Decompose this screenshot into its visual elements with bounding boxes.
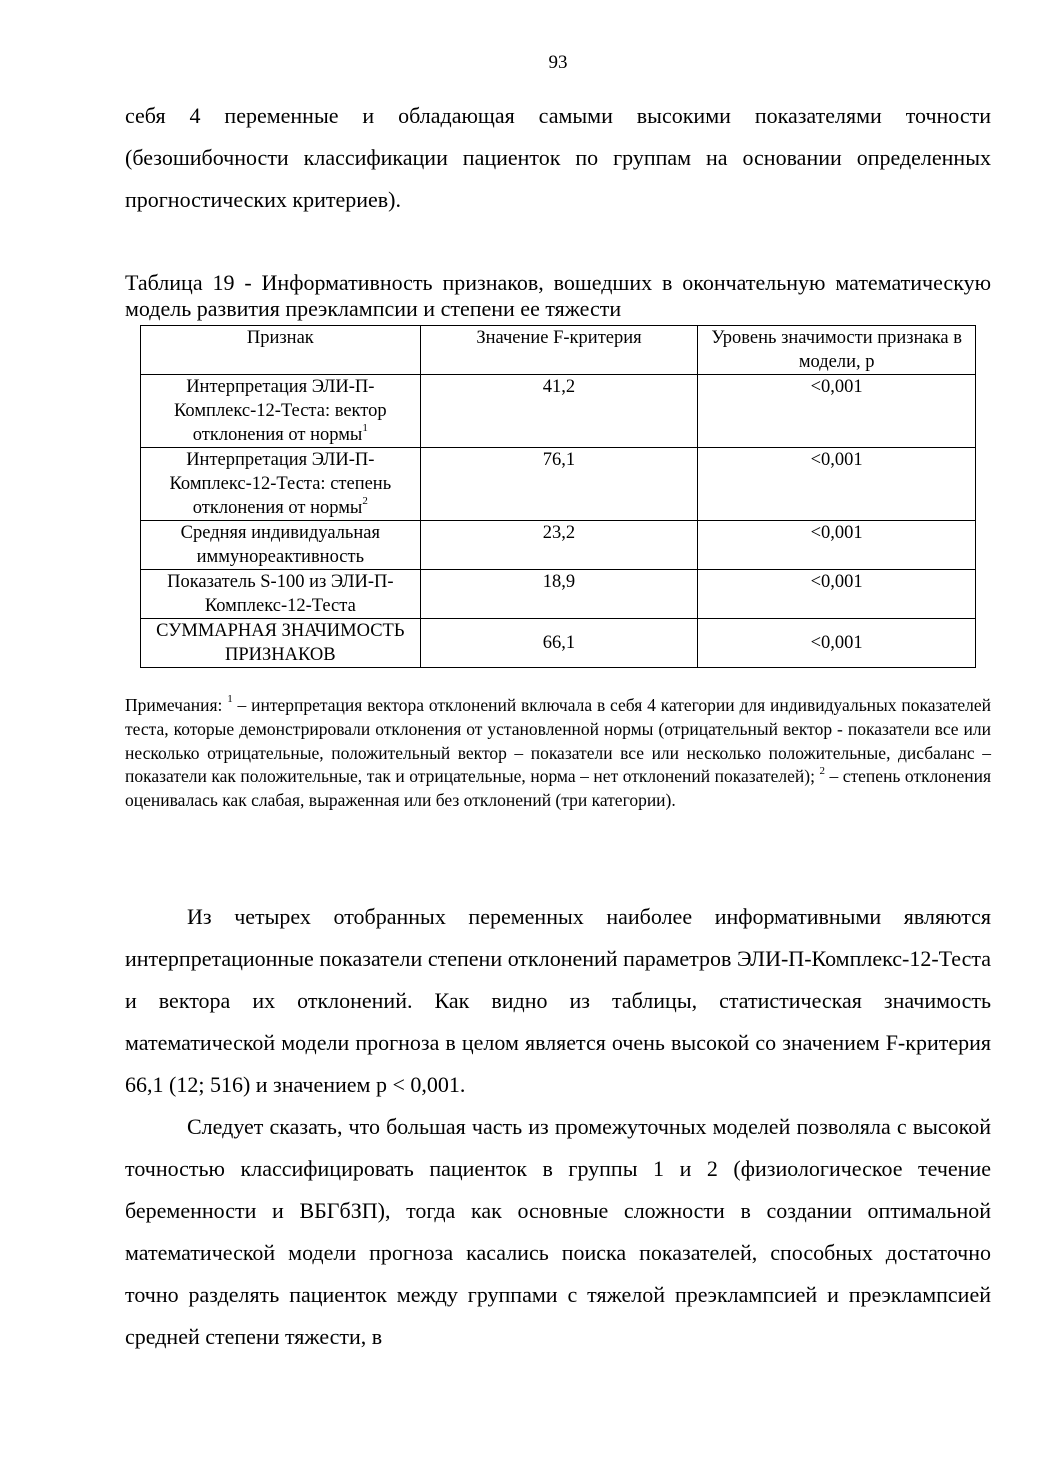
note-text-1: – интерпретация вектора отклонений включала в себя 4 категории для индивидуальных показателей теста, которые демонстрировали отклонения от установленной нормы (отрицательный вектор - показатели все или несколько отрицательные, положительный вектор – показатели все или несколько положительные, дисбаланс – показатели как положительные, так и отрицательные, норма – нет отклонений показателей); [125,695,992,787]
notes-label: Примечания: [125,695,223,715]
feature-text: Интерпретация ЭЛИ-П-Комплекс-12-Теста: вектор отклонения от нормы [174,377,387,445]
footnote-marker: 2 [362,494,368,507]
table-row [141,448,976,521]
feature-cell [141,448,421,521]
body-paragraph-2: Следует сказать, что большая часть из промежуточных моделей позволяла с высокой точностью классифицировать пациенток в группы 1 и 2 (физиологическое течение беременности и ВБГбЗП), тогда как основные сложности в создании оптимальной математической модели прогноза касались поиска показателей, способных достаточно точно разделять пациенток между группами с тяжелой преэклампсией и преэклампсией средней степени тяжести, в [125,1114,991,1349]
f-value-cell: 66,1 [420,619,698,668]
feature-cell [141,521,421,570]
p-value-cell: <0,001 [698,375,976,448]
f-value-cell: 18,9 [420,570,698,619]
header-f-value: Значение F-критерия [420,326,698,375]
f-value-cell: 41,2 [420,375,698,448]
table-header-row [141,326,976,375]
footnote-marker: 2 [819,764,825,777]
table-summary-row [141,619,976,668]
p-value-cell: <0,001 [698,448,976,521]
table-row [141,375,976,448]
feature-text: Средняя индивидуальная иммунореактивность [180,523,380,567]
feature-cell [141,619,421,668]
page-number: 93 [548,52,568,73]
header-feature: Признак [141,326,421,375]
table-caption: Таблица 19 - Информативность признаков, вошедших в окончательную математическую модель развития преэклампсии и степени ее тяжести [125,270,991,321]
footnote-marker: 1 [227,693,233,706]
feature-text: Интерпретация ЭЛИ-П-Комплекс-12-Теста: степень отклонения от нормы [169,450,392,518]
table-row [141,570,976,619]
table-notes [125,694,991,813]
f-value-cell: 23,2 [420,521,698,570]
footnote-marker: 1 [362,421,368,434]
f-value-cell: 76,1 [420,448,698,521]
p-value-cell: <0,001 [698,570,976,619]
intro-paragraph: себя 4 переменные и обладающая самыми высокими показателями точности (безошибочности классификации пациенток по группам на основании определенных прогностических критериев). [125,103,991,212]
feature-cell [141,570,421,619]
table-row [141,521,976,570]
feature-cell [141,375,421,448]
feature-text: Показатель S-100 из ЭЛИ-П-Комплекс-12-Теста [167,572,394,616]
body-paragraph-1: Из четырех отобранных переменных наиболее информативными являются интерпретационные показатели степени отклонений параметров ЭЛИ-П-Комплекс-12-Теста и вектора их отклонений. Как видно из таблицы, статистическая значимость математической модели прогноза в целом является очень высокой со значением F-критерия 66,1 (12; 516) и значением р < 0,001. [125,904,991,1097]
note-text-2: – степень отклонения оценивалась как слабая, выраженная или без отклонений (три категории). [125,766,991,811]
p-value-cell: <0,001 [698,619,976,668]
feature-text: СУММАРНАЯ ЗНАЧИМОСТЬ ПРИЗНАКОВ [156,621,405,665]
p-value-cell: <0,001 [698,521,976,570]
informativeness-table [140,325,976,668]
header-significance: Уровень значимости признака в модели, p [698,326,976,375]
